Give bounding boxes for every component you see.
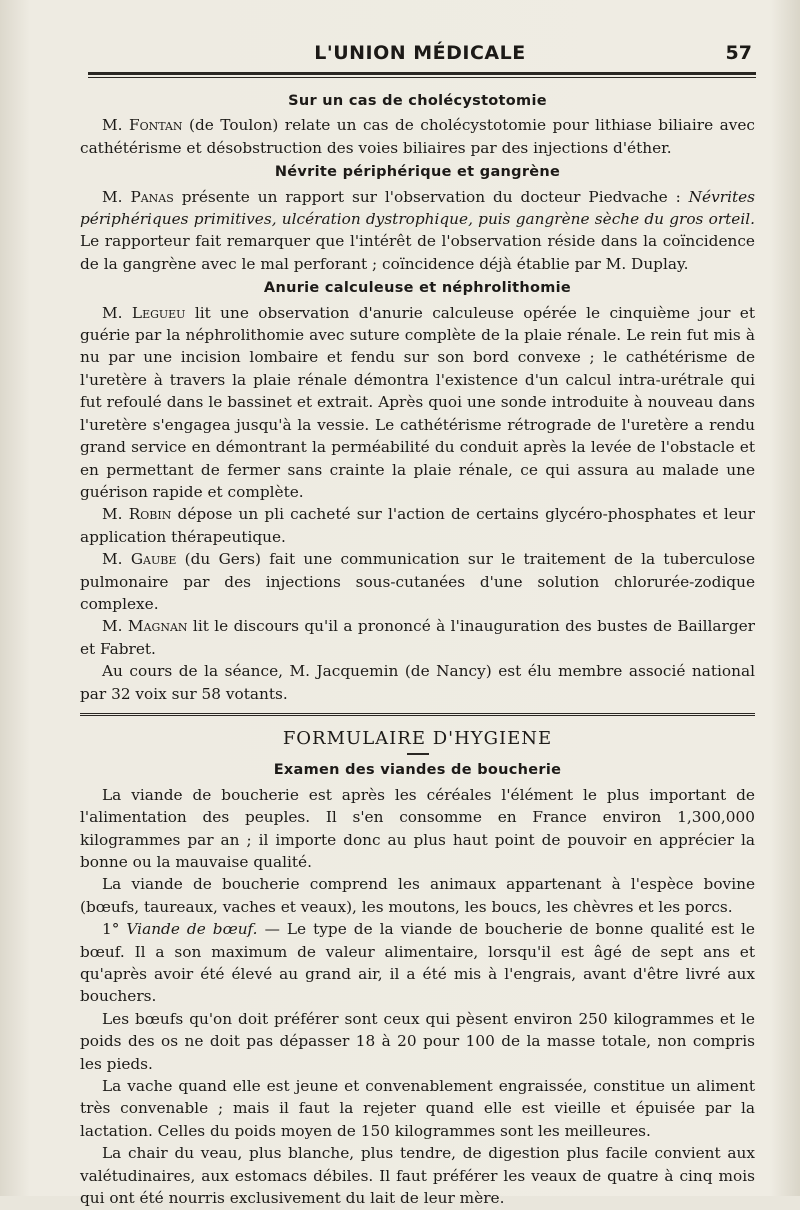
paragraph <box>80 302 755 504</box>
paragraph <box>80 615 755 660</box>
paragraph: La viande de boucherie comprend les animaux appartenant à l'espèce bovine (bœufs, taureaux, vaches et veaux), les moutons, les boucs, les chèvres et les porcs. <box>80 875 755 916</box>
item-number: 1° <box>102 920 127 939</box>
paragraph <box>80 918 755 1008</box>
observation-title: Névrites périphériques primitives, ulcération dystrophique, puis gangrène sèche du gros orteil. <box>80 187 756 229</box>
journal-title: L'UNION MÉDICALE <box>314 42 526 64</box>
section-heading-nevrite: Névrite périphérique et gangrène <box>274 164 561 181</box>
section-heading-anurie: Anurie calculeuse et néphrolithomie <box>263 280 572 297</box>
section-heading-viandes: Examen des viandes de boucherie <box>273 762 562 779</box>
paragraph-text: lit une observation d'anurie calculeuse opérée le cinquième jour et guérie par la néphrolithomie avec suture complète de la plaie rénale. Le rein fut mis à nu par une incision lombaire et fendu sur son bord convexe ; le cathétérisme de l'uretère à travers la plaie rénale démontra l'existence d'un calcul intra-urétrale qui fut refoulé dans le bassinet et extrait. Après quoi une sonde introduite à nouveau dans l'uretère s'engagea jusqu'à la vessie. Le cathétérisme rétrograde de l'uretère a rendu grand service en démontrant la perméabilité du conduit après la levée de l'obstacle et en permettant de fermer sans crainte la plaie rénale, ce qui assura au malade une guérison rapide et complète. <box>80 303 755 501</box>
speaker-name: M. Gaube <box>102 550 177 569</box>
speaker-name: M. Panas <box>102 187 174 206</box>
paragraph-text: dépose un pli cacheté sur l'action de certains glycéro-phosphates et leur application thérapeutique. <box>80 505 755 546</box>
speaker-name: M. Fontan <box>102 116 183 135</box>
item-title: Viande de bœuf. <box>126 920 258 939</box>
paragraph: La viande de boucherie est après les céréales l'élément le plus important de l'alimentation des peuples. Il s'en consomme en France environ 1,300,000 kilogrammes par an ; il importe donc au plus haut point de pouvoir en apprécier la bonne ou la mauvaise qualité. <box>80 785 755 871</box>
paragraph <box>80 548 755 615</box>
paragraph <box>80 186 755 276</box>
speaker-name: M. Robin <box>102 505 172 524</box>
paragraph-text: lit le discours qu'il a prononcé à l'inauguration des bustes de Baillarger et Fabret. <box>80 617 755 658</box>
section-separator <box>80 713 755 722</box>
paragraph: La vache quand elle est jeune et convenablement engraissée, constitue un aliment très convenable ; mais il faut la rejeter quand elle est vieille et épuisée par la lactation. Celles du poids moyen de 150 kilogrammes sont les meilleures. <box>80 1077 755 1140</box>
section-heading-cholecystotomie: Sur un cas de cholécystotomie <box>288 93 547 109</box>
running-header <box>80 38 760 72</box>
formulaire-title: FORMULAIRE D'HYGIENE <box>282 727 553 749</box>
paragraph-text: (du Gers) fait une communication sur le traitement de la tuberculose pulmonaire par des injections sous-cutanées d'une solution chlorurée-zodique complexe. <box>80 550 756 613</box>
speaker-name: M. Magnan <box>102 617 188 636</box>
speaker-name: M. Legueu <box>102 303 186 322</box>
paragraph-text: présente un rapport sur l'observation du docteur Piedvache : <box>173 187 689 206</box>
paragraph: La chair du veau, plus blanche, plus tendre, de digestion plus facile convient aux valétudinaires, aux estomacs débiles. Il faut préférer les veaux de quatre à cinq mois qui ont été nourris exclusivement du lait de leur mère. <box>80 1144 755 1208</box>
paragraph <box>80 114 755 159</box>
paragraph: Au cours de la séance, M. Jacquemin (de Nancy) est élu membre associé national par 32 voix sur 58 votants. <box>80 662 755 703</box>
title-dash <box>407 753 429 755</box>
paragraph-text: (de Toulon) relate un cas de cholécystotomie pour lithiase biliaire avec cathétérisme et désobstruction des voies biliaires par des injections d'éther. <box>80 116 755 157</box>
paragraph-text: — Le type de la viande de boucherie de bonne qualité est le bœuf. Il a son maximum de valeur alimentaire, lorsqu'il est âgé de sept ans et qu'après avoir été élevé au grand air, il a été mis à l'engrais, avant d'être livré aux bouchers. <box>80 920 755 1006</box>
article-body <box>80 88 755 1210</box>
paragraph <box>80 503 755 548</box>
header-rule-thin <box>88 77 756 78</box>
header-rule <box>88 72 756 75</box>
paragraph: Les bœufs qu'on doit préférer sont ceux qui pèsent environ 250 kilogrammes et le poids des os ne doit pas dépasser 18 à 20 pour 100 de la masse totale, non compris les pieds. <box>80 1009 755 1073</box>
paragraph-text: Le rapporteur fait remarquer que l'intérêt de l'observation réside dans la coïncidence de la gangrène avec le mal perforant ; coïncidence déjà établie par M. Duplay. <box>80 232 755 273</box>
page-number: 57 <box>725 42 752 64</box>
